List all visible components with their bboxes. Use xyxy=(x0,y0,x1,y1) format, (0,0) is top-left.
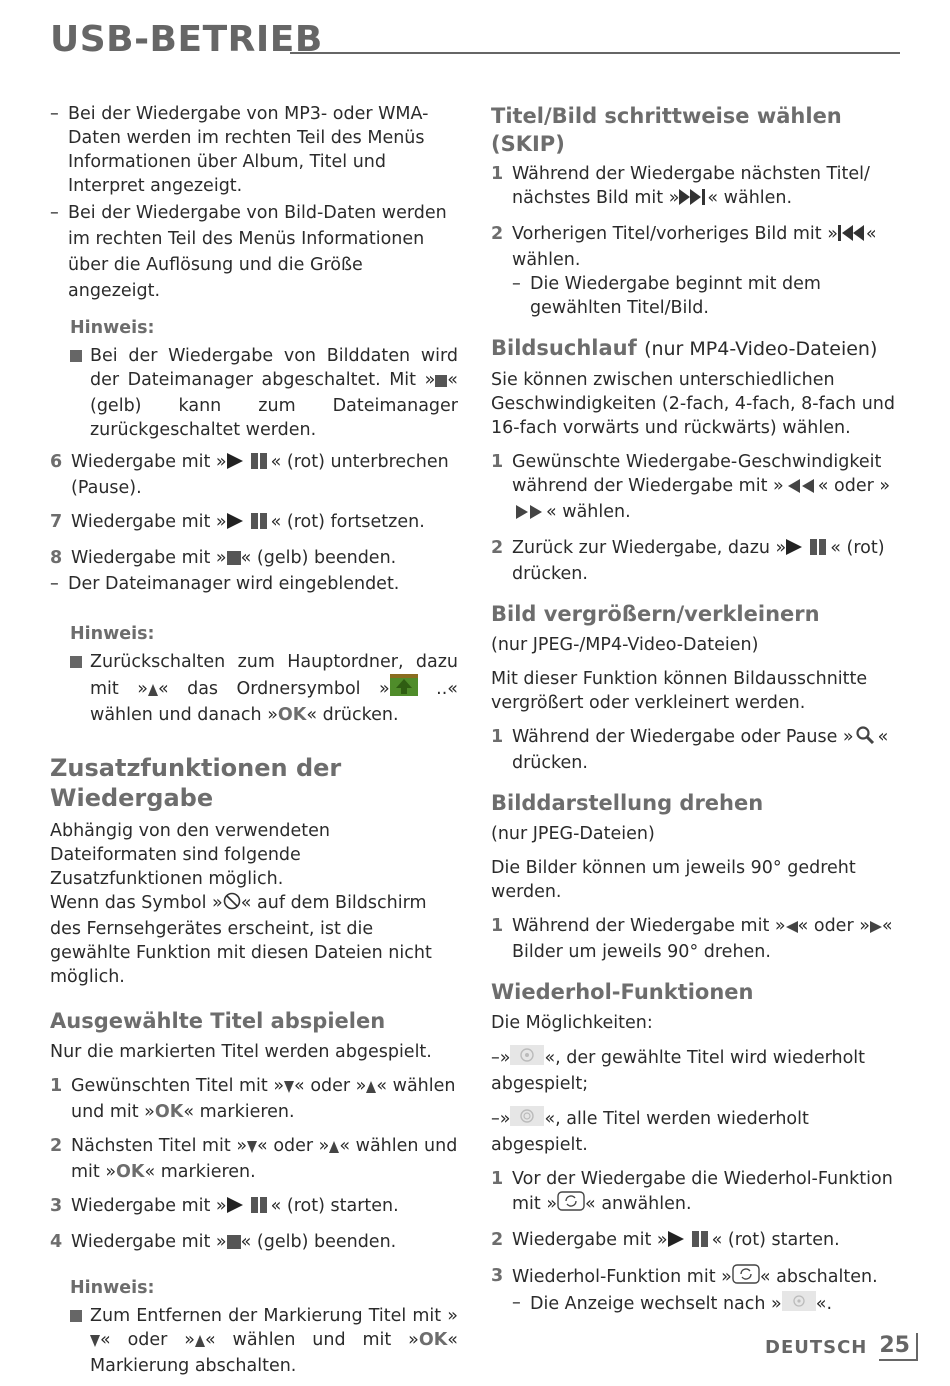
step-2: 2 Zurück zur Wiedergabe, dazu » « (rot) drücken. xyxy=(491,538,885,584)
arrow-left-icon xyxy=(786,916,798,940)
square-bullet-icon xyxy=(70,656,82,668)
subsection-title: Wiederhol-Funktionen xyxy=(491,980,754,1004)
step-6: 6 Wiedergabe mit » « (rot) unterbrechen (Pause). xyxy=(50,452,449,498)
left-column: – Bei der Wiedergabe von MP3- oder WMA-Daten werden im rechten Teil des Menüs Informationen über Album, Titel und Interpret angezeigt. – Bei der Wiedergabe von Bild-Daten werden im rechten Teil des Menüs Informationen über die Auflösung und die Größe angezeigt. Hinweis: Bei der Wiedergabe von Bilddaten wird der Dateimanager abgeschaltet. Mit » « (gelb) kann zum Dateimanager zurückgeschaltet werden. 6 Wiedergabe mit » « (rot) unterbrechen (Pause). 7 Wiedergabe mit » « (rot) fortsetzen. 8 Wiedergabe mit » « (gelb) beenden. – Der Dateimanager wird eingeblendet. Hinweis: Zurückschalten zum Hauptordner, dazu mit » « das Ordnersymbol » ..« wählen und danach »OK« drücken. Zusatzfunktionen der Wiedergabe Abhängig von den verwendeten Dateiformaten sind folgende Zusatzfunktionen möglich. Wenn das Symbol » « auf dem Bildschirm des Fernsehgerätes erscheint, ist die gewählte Funktion mit diesen Dateien nicht möglich. Ausgewählte Titel abspielen Nur die markierten Titel werden abgespielt. 1 Gewünschten Titel mit » « oder » « wählen und mit »OK« markieren. 2 Nächsten Titel mit » « oder » « wählen und mit »OK« markieren. 3 Wiedergabe mit » « (rot) starten. 4 Wiedergabe mit » « (gelb) beenden. Hinweis: Zum Entfernen der Markierung Titel mit »« oder » « wählen und mit »OK« Markierung abschalten. xyxy=(50,102,458,1386)
hint-item: Bei der Wiedergabe von Bilddaten wird der Dateimanager abgeschaltet. Mit » « (gelb) kann zum Dateimanager zurückgeschaltet werden. xyxy=(70,344,458,442)
page-title: USB-BETRIEB xyxy=(50,19,323,60)
step-1: 1 Gewünschten Titel mit » « oder » « wählen und mit »OK« markieren. xyxy=(50,1076,456,1122)
step-2: 2 Wiedergabe mit » « (rot) starten. xyxy=(491,1228,899,1254)
magnifier-icon xyxy=(854,726,878,751)
step-4: 4 Wiedergabe mit » « (gelb) beenden. xyxy=(50,1230,458,1256)
stop-icon xyxy=(227,548,241,572)
page-number: 25 xyxy=(879,1333,918,1361)
repeat-off-icon xyxy=(782,1291,816,1318)
list-item: – Bei der Wiedergabe von Bild-Daten werden im rechten Teil des Menüs Informationen über die Auflösung und die Größe angezeigt. xyxy=(50,203,447,301)
not-available-icon xyxy=(223,892,241,917)
arrow-up-icon xyxy=(329,1136,339,1160)
step-8: 8 Wiedergabe mit » « (gelb) beenden. – Der Dateimanager wird eingeblendet. xyxy=(50,548,400,594)
step-2: 2 Nächsten Titel mit » « oder » « wählen und mit »OK« markieren. xyxy=(50,1136,458,1182)
arrow-up-icon xyxy=(148,679,158,703)
play-pause-icon xyxy=(227,512,271,536)
section-title: Zusatzfunktionen der Wiedergabe xyxy=(50,754,342,812)
play-pause-icon xyxy=(227,452,271,476)
stop-icon xyxy=(435,370,447,394)
subsection-title: Bildsuchlauf (nur MP4-Video-Dateien) xyxy=(491,336,878,360)
play-pause-icon xyxy=(786,538,830,562)
hint-label: Hinweis: xyxy=(70,318,155,338)
repeat-button-icon xyxy=(557,1191,585,1218)
list-item: –» «, der gewählte Titel wird wiederholt abgespielt; xyxy=(491,1045,899,1096)
repeat-one-icon xyxy=(510,1045,544,1072)
step-3: 3 Wiederhol-Funktion mit » « abschalten. – Die Anzeige wechselt nach » «. xyxy=(491,1264,899,1318)
rewind-icon xyxy=(784,476,818,500)
folder-icon xyxy=(390,674,418,703)
footer-language: DEUTSCH xyxy=(765,1336,868,1358)
repeat-button-icon xyxy=(732,1264,760,1291)
right-column: Titel/Bild schrittweise wählen (SKIP) 1 Während der Wiedergabe nächsten Titel/ nächstes Bild mit » « wählen. 2 Vorherigen Titel/vorheriges Bild mit » « wählen. – Die Wiedergabe beginnt mit dem gewählten Titel/Bild. Bildsuchlauf (nur MP4-Video-Dateien) Sie können zwischen unterschiedlichen Geschwindigkeiten (2-fach, 4-fach, 8-fach und 16-fach vorwärts und rückwärts) wählen. 1 Gewünschte Wiedergabe-Geschwindigkeit während der Wiedergabe mit » « oder »« wählen. 2 Zurück zur Wiedergabe, dazu » « (rot) drücken. Bild vergrößern/verkleinern (nur JPEG-/MP4-Video-Dateien) Mit dieser Funktion können Bildausschnitte vergrößert oder verkleinert werden. 1 Während der Wiedergabe oder Pause » « drücken. Bilddarstellung drehen (nur JPEG-Dateien) Die Bilder können um jeweils 90° gedreht werden. 1 Während der Wiedergabe mit » « oder » « Bilder um jeweils 90° drehen. Wiederhol-Funktionen Die Möglichkeiten: –» «, der gewählte Titel wird wiederholt abgespielt; –» «, alle Titel werden wiederholt abgespielt. 1 Vor der Wiedergabe die Wiederhol-Funktion mit » « anwählen. 2 Wiedergabe mit » « (rot) starten. 3 Wiederhol-Funktion mit » « abschalten. – Die Anzeige wechselt nach » «. xyxy=(491,102,899,1328)
step-1: 1 Während der Wiedergabe nächsten Titel/ nächstes Bild mit » « wählen. xyxy=(491,162,899,212)
header-rule xyxy=(290,52,900,54)
fast-forward-icon xyxy=(512,502,546,526)
hint-label: Hinweis: xyxy=(70,1278,155,1298)
step-1: 1 Während der Wiedergabe mit » « oder » « Bilder um jeweils 90° drehen. xyxy=(491,916,893,962)
list-item: –» «, alle Titel werden wiederholt abgespielt. xyxy=(491,1106,899,1157)
hint-item: Zurückschalten zum Hauptordner, dazu mit » « das Ordnersymbol » ..« wählen und danach »OK« drücken. xyxy=(70,650,458,727)
step-1: 1 Vor der Wiedergabe die Wiederhol-Funktion mit » « anwählen. xyxy=(491,1167,899,1218)
step-7: 7 Wiedergabe mit » « (rot) fortsetzen. xyxy=(50,510,458,536)
skip-back-icon xyxy=(838,224,866,248)
subsection-title: Ausgewählte Titel abspielen xyxy=(50,1009,386,1033)
play-pause-icon xyxy=(227,1196,271,1220)
hint-item: Zum Entfernen der Markierung Titel mit »« oder » « wählen und mit »OK« Markierung abschalten. xyxy=(70,1304,458,1378)
subsection-title: Bilddarstellung drehen xyxy=(491,791,764,815)
subsection-title: Bild vergrößern/verkleinern xyxy=(491,602,820,626)
arrow-right-icon xyxy=(870,916,882,940)
arrow-down-icon xyxy=(284,1076,294,1100)
step-3: 3 Wiedergabe mit » « (rot) starten. xyxy=(50,1194,458,1220)
subsection-title: Titel/Bild schrittweise wählen (SKIP) xyxy=(491,104,842,156)
arrow-up-icon xyxy=(366,1076,376,1100)
square-bullet-icon xyxy=(70,1310,82,1322)
page-footer xyxy=(765,1332,918,1362)
hint-label: Hinweis: xyxy=(70,624,155,644)
square-bullet-icon xyxy=(70,350,82,362)
step-2: 2 Vorherigen Titel/vorheriges Bild mit » « wählen. – Die Wiedergabe beginnt mit dem gewählten Titel/Bild. xyxy=(491,224,877,318)
step-1: 1 Gewünschte Wiedergabe-Geschwindigkeit während der Wiedergabe mit » « oder »« wählen. xyxy=(491,450,899,526)
paragraph: Wenn das Symbol » « auf dem Bildschirm des Fernsehgerätes erscheint, ist die gewählte Funktion mit diesen Dateien nicht möglich. xyxy=(50,893,432,987)
stop-icon xyxy=(227,1232,241,1256)
arrow-up-icon xyxy=(195,1330,205,1354)
play-pause-icon xyxy=(668,1230,712,1254)
repeat-all-icon xyxy=(510,1106,544,1133)
arrow-down-icon xyxy=(247,1136,257,1160)
skip-forward-icon xyxy=(679,188,707,212)
arrow-down-icon xyxy=(90,1330,100,1354)
list-item: – Bei der Wiedergabe von MP3- oder WMA-Daten werden im rechten Teil des Menüs Informationen über Album, Titel und Interpret angezeigt. xyxy=(50,104,429,196)
page-header xyxy=(50,18,900,62)
step-1: 1 Während der Wiedergabe oder Pause » « drücken. xyxy=(491,727,889,773)
